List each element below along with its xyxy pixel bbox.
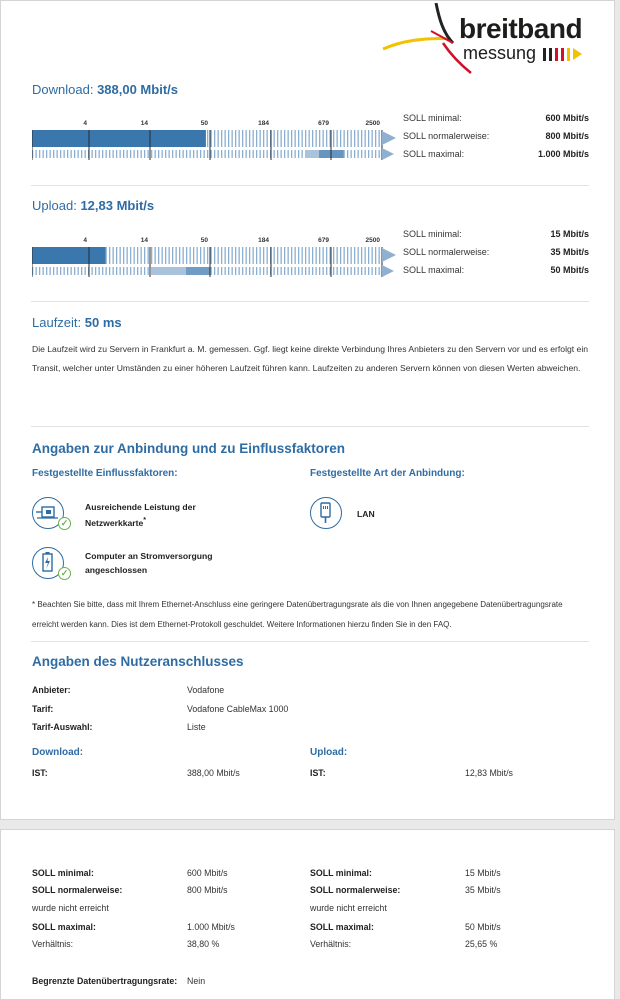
provider-value: Vodafone <box>187 685 225 695</box>
tariff-selection-value: Liste <box>187 722 206 732</box>
factor-network-card: Ausreichende Leistung der Netzwerkkarte* <box>85 502 196 528</box>
scale-tick-label: 679 <box>318 120 329 127</box>
report-page-1: breitband messung Download: 388,00 Mbit/s 4 14 50 184 679 2500 SOLL minimal: 600 Mbit/s SOLL normalerweise: 800 Mbit/s SOLL maximal: 1.000 Mbit/s Upload: 12,83 Mbit/s 4 14 50 184 679 2500 SOLL minimal: 15 Mbit/s SOLL normalerweise: 35 Mbit/s SOLL maximal: 50 Mbit/s Laufzeit: 50 ms Die Laufzeit wird zu Servern in Frankfurt a. M. gemessen. Ggf. liegt keine direkte Verbindung Ihres Anbieters zu den Servern vor und es erfolgt ein Transit, welcher unter Umständen zu einer höheren Laufzeit führen kann. Laufzeiten zu anderen Servern können von diesen Werten abweichen. Angaben zur Anbindung und zu Einflussfaktoren Festgestellte Einflussfaktoren: Festgestellte Art der Anbindung: ✓ Ausreichende Leistung der Netzwerkkarte* ✓ Computer an Stromversorgung angeschlossen LAN * Beachten Sie bitte, dass mit Ihrem Ethernet-Anschluss eine geringere Datenübertragungsrate als die von Ihnen angegebene Datenübertragungsrate erreicht werden kann. Dies ist dem Ethernet-Protokoll geschuldet. Weitere Informationen hierzu finden Sie in den FAQ. Angaben des Nutzeranschlusses Anbieter: Vodafone Tarif: Vodafone CableMax 1000 Tarif-Auswahl: Liste Download: Upload: IST: 388,00 Mbit/s IST: 12,83 Mbit/s <box>0 0 615 820</box>
breitbandmessung-logo <box>381 3 593 75</box>
latency-value: 50 ms <box>84 315 122 330</box>
download-ist-value: 388,00 Mbit/s <box>187 768 240 778</box>
limit-label: Begrenzte Datenübertragungsrate: <box>32 976 178 986</box>
download-speed-meter <box>32 120 400 162</box>
scale-tick-label: 50 <box>200 237 208 244</box>
soll-row: SOLL maximal: 50 Mbit/s <box>403 265 589 275</box>
upload-ratio: 25,65 % <box>465 939 498 949</box>
soll-row: SOLL minimal: 15 Mbit/s <box>403 229 589 239</box>
download-measured-bar <box>32 130 206 147</box>
upload-measured-bar <box>32 247 106 264</box>
logo-text-breitband: breitband <box>459 13 583 44</box>
divider <box>31 641 589 642</box>
scale-tick-label: 2500 <box>365 120 380 127</box>
ethernet-footnote: * Beachten Sie bitte, dass mit Ihrem Ethernet-Anschluss eine geringere Datenübertragungsrate als die von Ihnen angegebene Datenübertragungsrate erreicht werden kann. Dies ist dem Ethernet-Protokoll geschuldet. Weitere Informationen hierzu finden Sie in den FAQ. <box>32 600 563 629</box>
tariff-value: Vodafone CableMax 1000 <box>187 704 289 714</box>
lan-cable-icon <box>310 497 342 529</box>
upload-ist-value: 12,83 Mbit/s <box>465 768 513 778</box>
scale-tick-label: 50 <box>200 120 208 127</box>
scale-tick-label: 4 <box>83 237 87 244</box>
logo-text-messung: messung <box>463 43 537 63</box>
divider <box>31 301 589 302</box>
download-title: Download: 388,00 Mbit/s <box>32 82 178 97</box>
soll-row: SOLL normalerweise: 35 Mbit/s <box>403 247 589 257</box>
divider <box>31 426 589 427</box>
divider <box>31 185 589 186</box>
upload-meter-graphic <box>32 237 400 279</box>
soll-row: SOLL normalerweise: 800 Mbit/s <box>403 131 589 141</box>
scale-tick-label: 184 <box>258 237 269 244</box>
user-upload-title: Upload: <box>310 747 348 758</box>
upload-speed-meter <box>32 237 400 279</box>
connection-type-title: Festgestellte Art der Anbindung: <box>310 468 465 479</box>
logo-flag-bars <box>543 48 583 61</box>
latency-description: Die Laufzeit wird zu Servern in Frankfurt a. M. gemessen. Ggf. liegt keine direkte Verbindung Ihres Anbieters zu den Servern vor und es erfolgt ein Transit, welcher unter Umständen zu einer höheren Laufzeit führen kann. Laufzeiten zu anderen Servern können von diesen Werten abweichen. <box>32 344 589 373</box>
upload-value: 12,83 Mbit/s <box>80 198 155 213</box>
upload-soll-list <box>403 227 589 281</box>
factor-power-supply: Computer an Stromversorgung angeschlossen <box>85 551 213 575</box>
latency-title: Laufzeit: 50 ms <box>32 315 122 330</box>
scale-tick-label: 14 <box>140 120 148 127</box>
scale-tick-label: 2500 <box>365 237 380 244</box>
scale-tick-label: 184 <box>258 120 269 127</box>
connection-type-value: LAN <box>357 509 375 519</box>
check-icon: ✓ <box>58 517 71 530</box>
download-meter-graphic <box>32 120 400 162</box>
limit-value: Nein <box>187 976 206 986</box>
scale-tick-label: 679 <box>318 237 329 244</box>
download-ratio: 38,80 % <box>187 939 220 949</box>
factors-title: Festgestellte Einflussfaktoren: <box>32 468 178 479</box>
report-page-2: SOLL minimal: 600 Mbit/s SOLL normalerweise: 800 Mbit/s wurde nicht erreicht SOLL maximal: 1.000 Mbit/s Verhältnis: 38,80 % SOLL minimal: 15 Mbit/s SOLL normalerweise: 35 Mbit/s wurde nicht erreicht SOLL maximal: 50 Mbit/s Verhältnis: 25,65 % Begrenzte Datenübertragungsrate: Nein <box>0 829 615 999</box>
check-icon: ✓ <box>58 567 71 580</box>
download-value: 388,00 Mbit/s <box>97 82 178 97</box>
soll-row: SOLL minimal: 600 Mbit/s <box>403 113 589 123</box>
upload-title: Upload: 12,83 Mbit/s <box>32 198 155 213</box>
user-section-title: Angaben des Nutzeranschlusses <box>32 654 244 669</box>
connection-section-title: Angaben zur Anbindung und zu Einflussfaktoren <box>32 441 345 456</box>
user-download-title: Download: <box>32 747 84 758</box>
download-soll-list <box>403 111 589 165</box>
soll-row: SOLL maximal: 1.000 Mbit/s <box>403 149 589 159</box>
scale-tick-label: 4 <box>83 120 87 127</box>
scale-tick-label: 14 <box>140 237 148 244</box>
